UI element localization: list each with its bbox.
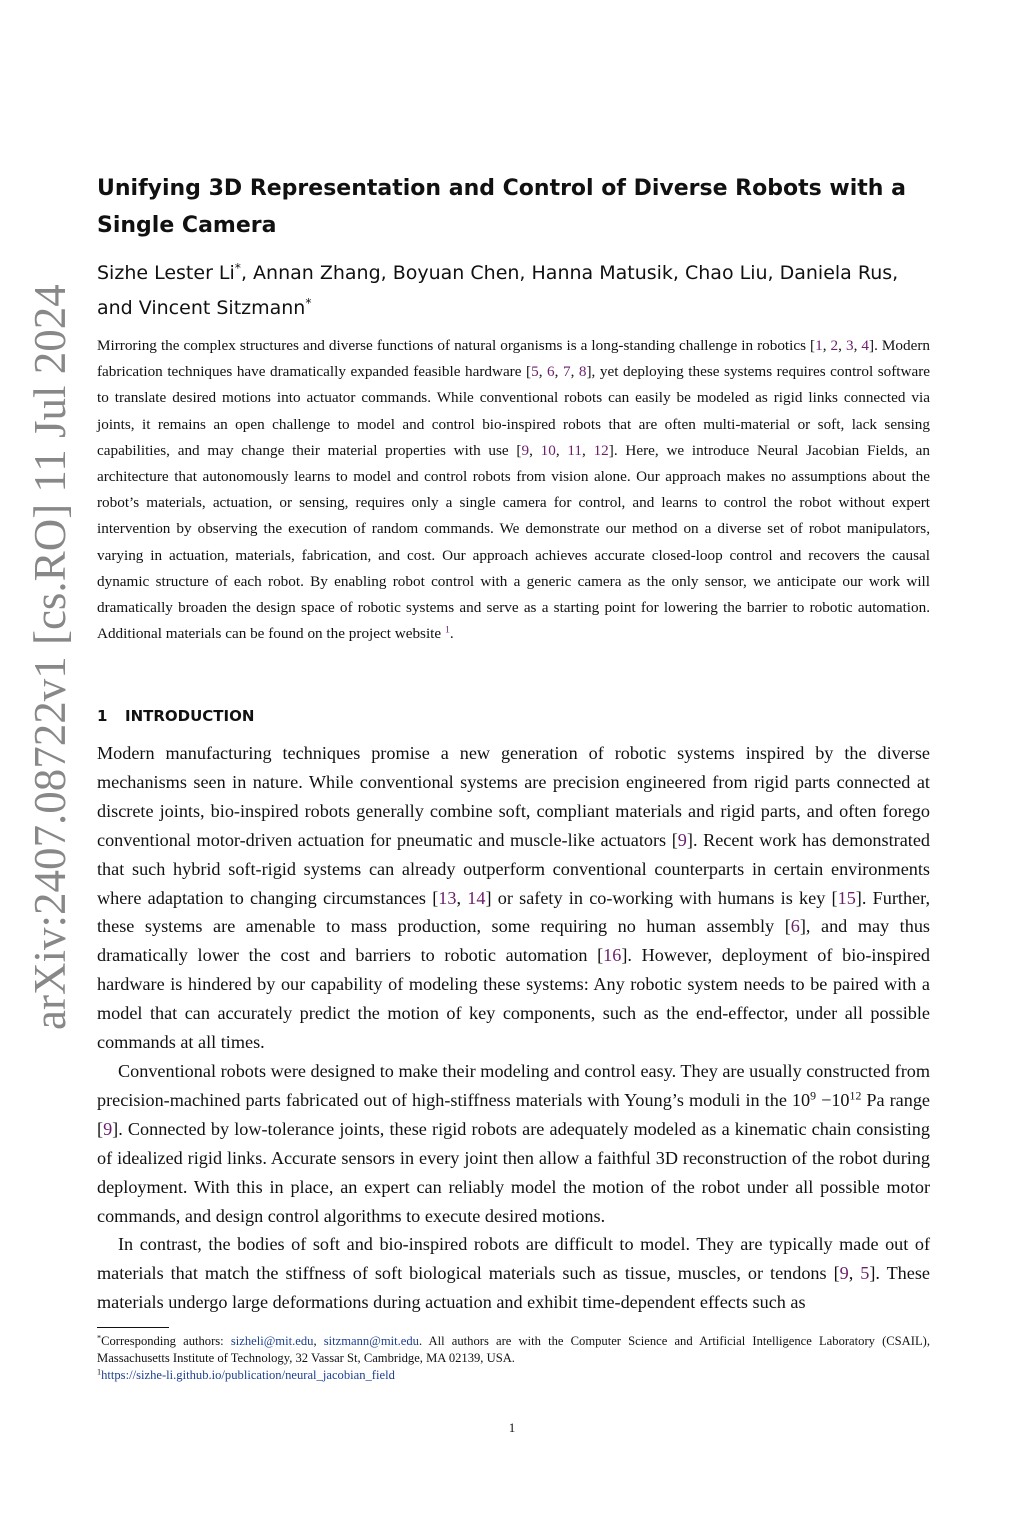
section-title: INTRODUCTION: [125, 707, 255, 725]
citation-link[interactable]: 1: [815, 337, 823, 354]
exponent: 9: [810, 1088, 817, 1103]
author-name: Sizhe Lester Li: [97, 262, 235, 284]
citation-link[interactable]: 2: [830, 337, 839, 354]
abstract-text: ]. Here, we introduce Neural Jacobian Fields, an architecture that autonomously learns to model and control robots from vision alone. Our approach makes no assumptions about the robot’s materials, actuation, or sensing, requires only a single camera for control, and learns to control the robot without expert intervention by observing the execution of random commands. We demonstrate our method on a diverse set of robot manipulators, varying in actuation, materials, fabrication, and cost. Our approach achieves accurate closed-loop control and recovers the causal dynamic structure of each robot. By enabling robot control with a generic camera as the only sensor, we anticipate our work will dramatically broaden the design space of robotic systems and serve as a starting point for lowering the barrier to robotic automation. Additional materials can be found on the project website: [97, 441, 931, 643]
email-link[interactable]: sitzmann@mit.edu: [323, 1334, 419, 1348]
body-text: [97, 739, 930, 1317]
paragraph-text: −10: [816, 1089, 850, 1110]
footnote-text: . All authors are with the Computer Science and Artificial Intelligence Laboratory (CSAIL), Massachusetts Institute of Technology, 32 Vassar St, Cambridge, MA 02139, USA.: [97, 1334, 931, 1366]
paragraph: Modern manufacturing techniques promise a new generation of robotic systems inspired by the diverse mechanisms seen in nature. While conventional systems are precision engineered from rigid parts connected at discrete joints, bio-inspired robots generally combine soft, compliant materials and rigid parts, and often forego conventional motor-driven actuation for pneumatic and muscle-like actuators [9]. Recent work has demonstrated that such hybrid soft-rigid systems can already outperform conventional counterparts in certain environments where adaptation to changing circumstances [13, 14] or safety in co-working with humans is key [15]. Further, these systems are amenable to mass production, some requiring no human assembly [6], and may thus dramatically lower the cost and barriers to robotic automation [16]. However, deployment of bio-inspired hardware is hindered by our capability of modeling these systems: Any robotic system needs to be paired with a model that can accurately predict the motion of key components, such as the end-effector, under all possible commands at all times.: [97, 743, 931, 1053]
citation-link[interactable]: 6: [790, 916, 800, 937]
paragraph: In contrast, the bodies of soft and bio-inspired robots are difficult to model. They are typically made out of materials that match the stiffness of soft biological materials such as tissue, muscles, or tendons [9, 5]. These materials undergo large deformations during actuation and exhibit time-dependent effects such as: [97, 1234, 930, 1313]
citation-link[interactable]: 7: [562, 363, 571, 381]
paragraph-text: ]. Connected by low-tolerance joints, these rigid robots are adequately modeled as a kinematic chain consisting of idealized rigid links. Accurate sensors in every joint then allow a faithful 3D reconstruction of the robot during deployment. With this in place, an expert can reliably model the motion of the robot under all possible motor commands, and design control algorithms to execute desired motions.: [97, 1118, 930, 1226]
email-link[interactable]: sizheli@mit.edu: [230, 1334, 314, 1348]
footnote-divider: [97, 1327, 169, 1328]
paragraph: [97, 1057, 930, 1230]
paragraph-text: ] or safety in co-working with humans is key [: [485, 887, 838, 908]
abstract-text: ]. Modern fabrication techniques have dramatically expanded feasible hardware [: [97, 337, 930, 381]
citation-link[interactable]: 4: [861, 337, 870, 354]
footnotes: [97, 1333, 930, 1385]
footnote-text: Corresponding authors:: [101, 1334, 231, 1348]
citation-link[interactable]: 16: [603, 945, 622, 966]
abstract-text: Mirroring the complex structures and diverse functions of natural organisms is a long-standing challenge in robotics [: [97, 337, 816, 354]
footnote-mark: 1: [97, 1367, 102, 1377]
paragraph-text: Pa range [: [97, 1089, 930, 1139]
footnote-link[interactable]: 1: [444, 624, 450, 636]
author-names: , Annan Zhang, Boyuan Chen, Hanna Matusik, Chao Liu, Daniela Rus, and Vincent Sitzmann: [97, 262, 899, 319]
abstract-text: ], yet deploying these systems requires control software to translate desired motions into actuator commands. While conventional robots can easily be modeled as rigid links connected via joints, it remains an open challenge to model and control bio-inspired robots that are often multi-material or soft, lack sensing capabilities, and may change their material properties with use [: [97, 363, 930, 459]
citation-link[interactable]: 15: [837, 887, 856, 908]
exponent: 12: [849, 1088, 862, 1103]
paragraph-text: ]. However, deployment of bio-inspired hardware is hindered by our capability of modeling these systems: Any robotic system needs to be paired with a model that can accurately predict the motion of key components, such as the end-effector, under all possible commands at all times.: [97, 945, 930, 1053]
paper-title: Unifying 3D Representation and Control of Diverse Robots with a Single Camera: [97, 176, 906, 238]
citation-link[interactable]: 3: [845, 337, 854, 354]
citation-link[interactable]: 5: [860, 1263, 870, 1284]
citation-link[interactable]: 9: [677, 829, 687, 850]
citation-link[interactable]: 11: [567, 441, 583, 459]
citation-link[interactable]: 9: [521, 441, 530, 459]
citation-link[interactable]: 10: [540, 441, 556, 459]
section-number: 1: [97, 707, 108, 725]
paragraph-text: In contrast, the bodies of soft and bio-inspired robots are difficult to model. They are typically made out of materials that match the stiffness of soft biological materials such as tissue, muscles, or tendons [: [97, 1234, 930, 1284]
author-list: [97, 256, 937, 326]
abstract-text: .: [449, 625, 454, 643]
citation-link[interactable]: 8: [578, 363, 587, 381]
citation-link[interactable]: 6: [547, 363, 555, 381]
paragraph-text: Modern manufacturing techniques promise a new generation of robotic systems inspired by the diverse mechanisms seen in nature. While conventional systems are precision engineered from rigid parts connected at discrete joints, bio-inspired robots generally combine soft, compliant materials and rigid parts, and often forego conventional motor-driven actuation for pneumatic and muscle-like actuators [: [97, 743, 930, 850]
footnote-mark: *: [97, 1333, 102, 1343]
footnote-corresponding: *Corresponding authors: sizheli@mit.edu, sitzmann@mit.edu. All authors are with the Computer Science and Artificial Intelligence Laboratory (CSAIL), Massachusetts Institute of Technology, 32 Vassar St, Cambridge, MA 02139, USA.: [97, 1333, 931, 1366]
arxiv-identifier-stamp: arXiv:2407.08722v1 [cs.RO] 11 Jul 2024: [25, 284, 75, 1030]
section-heading: [97, 704, 497, 728]
citation-link[interactable]: 14: [467, 887, 486, 908]
paragraph-text: Conventional robots were designed to make their modeling and control easy. They are usually constructed from precision-machined parts fabricated out of high-stiffness materials with Young’s moduli in the 10: [97, 1060, 930, 1110]
page-number: 1: [508, 1420, 516, 1435]
paragraph-text: ]. These materials undergo large deformations during actuation and exhibit time-dependent effects such as: [97, 1263, 930, 1313]
citation-link[interactable]: 13: [438, 887, 457, 908]
corresponding-mark: *: [234, 261, 241, 276]
citation-link[interactable]: 9: [839, 1263, 849, 1284]
citation-link[interactable]: 12: [593, 441, 609, 459]
citation-link[interactable]: 5: [531, 363, 539, 381]
paragraph-text: ], and may thus dramatically lower the cost and barriers to robotic automation [: [97, 916, 930, 966]
corresponding-mark: *: [305, 296, 312, 311]
footnote-url: [97, 1367, 930, 1384]
project-website-link[interactable]: https://sizhe-li.github.io/publication/neural_jacobian_field: [101, 1368, 395, 1383]
paragraph-text: ]. Further, these systems are amenable to mass production, some requiring no human assembly [: [97, 887, 931, 937]
abstract: Mirroring the complex structures and diverse functions of natural organisms is a long-standing challenge in robotics [1, 2, 3, 4]. Modern fabrication techniques have dramatically expanded feasible hardware [5, 6, 7, 8], yet deploying these systems requires control software to translate desired motions into actuator commands. While conventional robots can easily be modeled as rigid links connected via joints, it remains an open challenge to model and control bio-inspired robots that are often multi-material or soft, lack sensing capabilities, and may change their material properties with use [9, 10, 11, 12]. Here, we introduce Neural Jacobian Fields, an architecture that autonomously learns to model and control robots from vision alone. Our approach makes no assumptions about the robot’s materials, actuation, or sensing, requires only a single camera for control, and learns to control the robot without expert intervention by observing the execution of random commands. We demonstrate our method on a diverse set of robot manipulators, varying in actuation, materials, fabrication, and cost. Our approach achieves accurate closed-loop control and recovers the causal dynamic structure of each robot. By enabling robot control with a generic camera as the only sensor, we anticipate our work will dramatically broaden the design space of robotic systems and serve as a starting point for lowering the barrier to robotic automation. Additional materials can be found on the project website $^1$.: [97, 337, 931, 643]
paragraph-text: ]. Recent work has demonstrated that such hybrid soft-rigid systems can already outperform conventional counterparts in certain environments where adaptation to changing circumstances [: [97, 829, 931, 908]
citation-link[interactable]: 9: [103, 1118, 113, 1139]
